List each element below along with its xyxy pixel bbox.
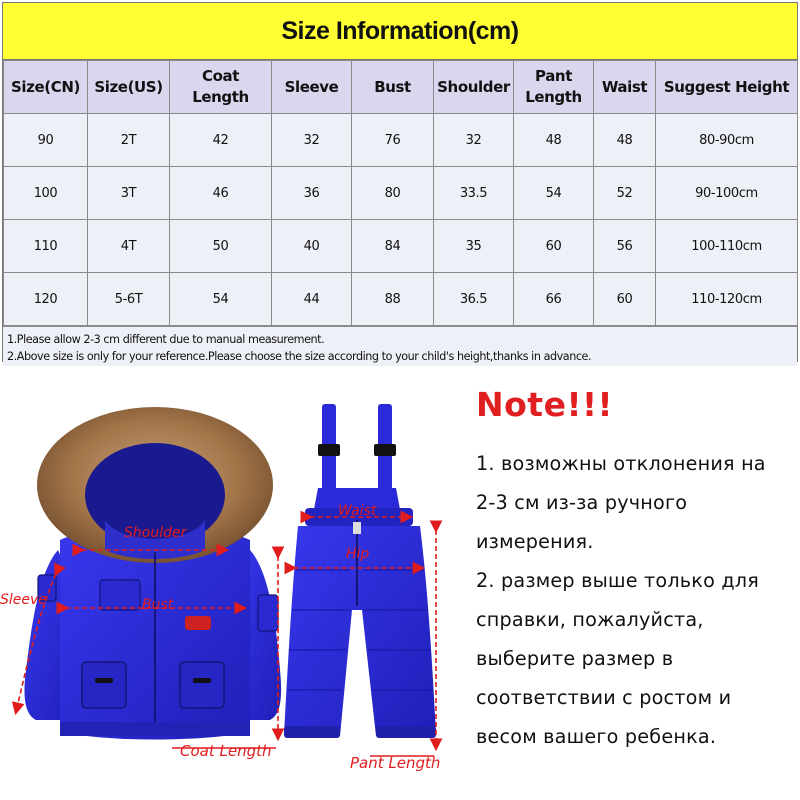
size-table: [2, 2, 798, 362]
garment-illustration: [0, 370, 460, 800]
cell-sleeve: 40: [272, 220, 352, 273]
cell-shoulder: 36.5: [434, 273, 514, 326]
header-shoulder: Shoulder: [434, 61, 514, 114]
cell-size-us: 5-6T: [88, 273, 170, 326]
note-panel: [476, 385, 796, 756]
header-bust: Bust: [352, 61, 434, 114]
label-hip: Hip: [346, 546, 370, 562]
jacket-pocket-right: [180, 662, 224, 708]
header-waist: Waist: [594, 61, 656, 114]
header-size-cn: Size(CN): [4, 61, 88, 114]
cell-bust: 80: [352, 167, 434, 220]
note-line: соответствии с ростом и: [476, 686, 732, 709]
note-line: весом вашего ребенка.: [476, 725, 717, 748]
label-coat-length: Coat Length: [180, 742, 272, 760]
cell-bust: 76: [352, 114, 434, 167]
note-line: 1. возможны отклонения на: [476, 452, 766, 475]
cell-coat-length: 50: [170, 220, 272, 273]
cell-suggest-height: 110-120cm: [656, 273, 798, 326]
note-line: 2-3 см из-за ручного: [476, 491, 688, 514]
note-line: измерения.: [476, 530, 594, 553]
header-coat-length: Coat Length: [170, 61, 272, 114]
cell-waist: 48: [594, 114, 656, 167]
snow-pants: [284, 404, 436, 738]
cell-coat-length: 46: [170, 167, 272, 220]
cell-bust: 84: [352, 220, 434, 273]
cell-waist: 56: [594, 220, 656, 273]
cell-pant-length: 66: [514, 273, 594, 326]
garment-drawing: [0, 370, 460, 800]
note-line-1: 1.Please allow 2-3 cm different due to manual measurement.: [7, 333, 325, 346]
note-line: 2. размер выше только для: [476, 569, 760, 592]
cell-pant-length: 60: [514, 220, 594, 273]
label-sleeve: Sleeve: [0, 592, 47, 608]
label-waist: Waist: [338, 503, 377, 519]
cell-waist: 52: [594, 167, 656, 220]
table-row: [4, 220, 798, 273]
cell-pant-length: 54: [514, 167, 594, 220]
cell-suggest-height: 80-90cm: [656, 114, 798, 167]
cell-coat-length: 54: [170, 273, 272, 326]
jacket: [24, 407, 281, 740]
cell-shoulder: 32: [434, 114, 514, 167]
note-text: [476, 444, 796, 756]
header-pant-length: Pant Length: [514, 61, 594, 114]
note-line-2: 2.Above size is only for your reference.Please choose the size according to your child's height,thanks in advance.: [7, 350, 592, 363]
cell-bust: 88: [352, 273, 434, 326]
cell-size-cn: 110: [4, 220, 88, 273]
header-row: [4, 61, 798, 114]
label-shoulder: Shoulder: [124, 525, 187, 541]
cell-coat-length: 42: [170, 114, 272, 167]
size-grid: [3, 60, 798, 326]
cell-suggest-height: 100-110cm: [656, 220, 798, 273]
cell-suggest-height: 90-100cm: [656, 167, 798, 220]
cell-size-cn: 90: [4, 114, 88, 167]
cell-size-cn: 100: [4, 167, 88, 220]
header-size-us: Size(US): [88, 61, 170, 114]
label-bust: Bust: [142, 597, 174, 613]
cell-shoulder: 33.5: [434, 167, 514, 220]
cell-size-us: 3T: [88, 167, 170, 220]
table-row: [4, 273, 798, 326]
label-pant-length: Pant Length: [350, 754, 441, 772]
note-line: выберите размер в: [476, 647, 674, 670]
cell-sleeve: 44: [272, 273, 352, 326]
cell-size-us: 2T: [88, 114, 170, 167]
table-notes: [3, 326, 797, 366]
note-title: Note!!!: [476, 385, 614, 424]
cell-sleeve: 32: [272, 114, 352, 167]
cell-shoulder: 35: [434, 220, 514, 273]
table-row: [4, 114, 798, 167]
table-title: Size Information(cm): [3, 3, 797, 60]
header-sleeve: Sleeve: [272, 61, 352, 114]
cell-size-cn: 120: [4, 273, 88, 326]
cell-pant-length: 48: [514, 114, 594, 167]
table-row: [4, 167, 798, 220]
cell-size-us: 4T: [88, 220, 170, 273]
note-line: справки, пожалуйста,: [476, 608, 704, 631]
header-suggest-height: Suggest Height: [656, 61, 798, 114]
jacket-pocket-left: [82, 662, 126, 708]
cell-waist: 60: [594, 273, 656, 326]
cell-sleeve: 36: [272, 167, 352, 220]
